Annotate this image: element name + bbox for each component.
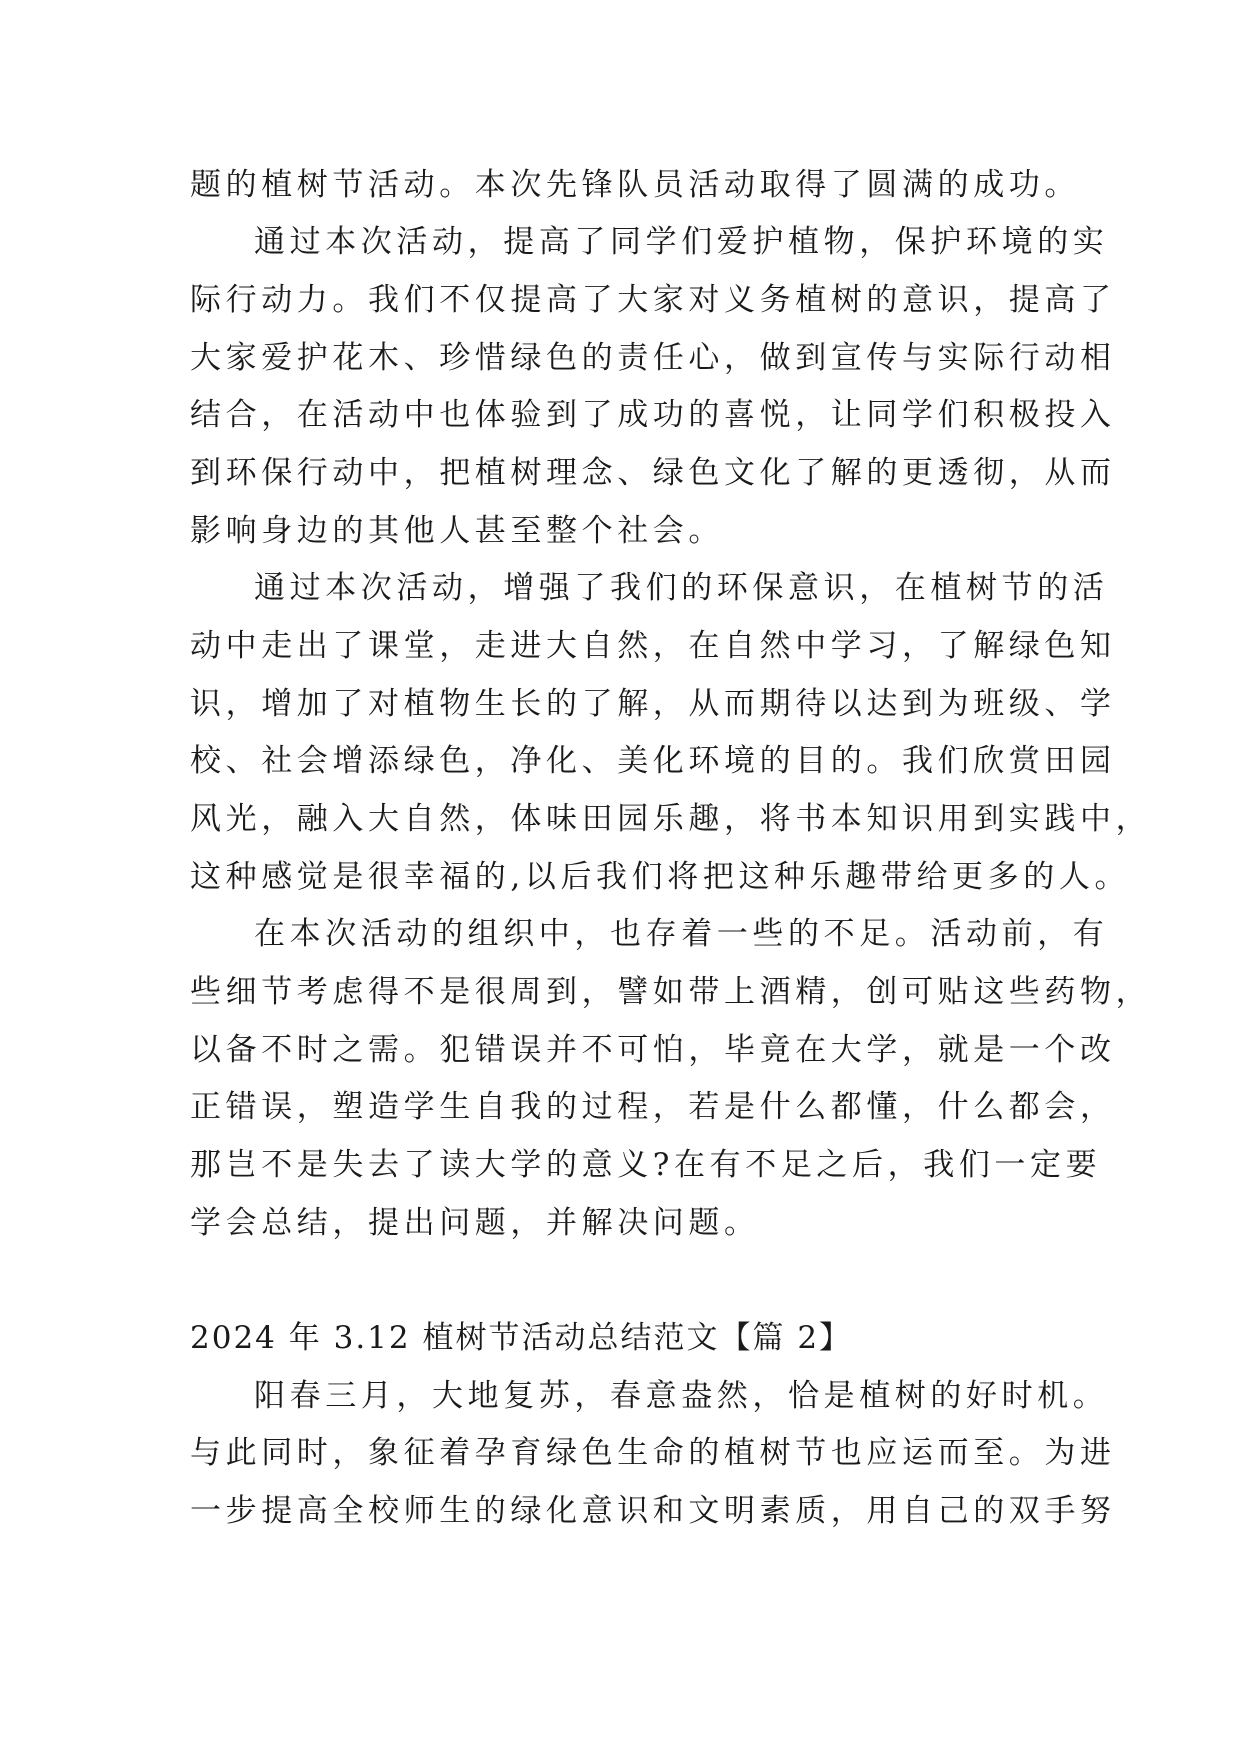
text-line: 在本次活动的组织中，也存着一些的不足。活动前，有 (254, 916, 1109, 952)
text-line: 际行动力。我们不仅提高了大家对义务植树的意识，提高了 (190, 282, 1116, 318)
text-line: 题的植树节活动。本次先锋队员活动取得了圆满的成功。 (190, 167, 1080, 203)
text-line: 正错误，塑造学生自我的过程，若是什么都懂，什么都会， (190, 1089, 1116, 1125)
text-line: 学会总结，提出问题，并解决问题。 (190, 1205, 760, 1241)
text-line: 那岂不是失去了读大学的意义?在有不足之后，我们一定要 (190, 1147, 1102, 1183)
text-line: 影响身边的其他人甚至整个社会。 (190, 513, 724, 549)
text-line: 这种感觉是很幸福的,以后我们将把这种乐趣带给更多的人。 (190, 859, 1131, 895)
text-line: 风光，融入大自然，体味田园乐趣，将书本知识用到实践中， (190, 801, 1152, 837)
text-line: 动中走出了课堂，走进大自然，在自然中学习，了解绿色知 (190, 628, 1116, 664)
text-line: 通过本次活动，增强了我们的环保意识，在植树节的活 (254, 570, 1109, 606)
text-line: 阳春三月，大地复苏，春意盎然，恰是植树的好时机。 (254, 1378, 1109, 1414)
text-line: 些细节考虑得不是很周到，譬如带上酒精，创可贴这些药物， (190, 974, 1152, 1010)
section-heading: 2024 年 3.12 植树节活动总结范文【篇 2】 (190, 1320, 853, 1356)
text-line: 与此同时，象征着孕育绿色生命的植树节也应运而至。为进 (190, 1435, 1116, 1471)
text-line: 到环保行动中，把植树理念、绿色文化了解的更透彻，从而 (190, 455, 1116, 491)
text-line: 识，增加了对植物生长的了解，从而期待以达到为班级、学 (190, 686, 1116, 722)
text-line: 结合，在活动中也体验到了成功的喜悦，让同学们积极投入 (190, 397, 1116, 433)
text-line: 大家爱护花木、珍惜绿色的责任心，做到宣传与实际行动相 (190, 340, 1116, 376)
text-line: 校、社会增添绿色，净化、美化环境的目的。我们欣赏田园 (190, 743, 1116, 779)
text-line: 一步提高全校师生的绿化意识和文明素质，用自己的双手努 (190, 1493, 1116, 1529)
text-line: 通过本次活动，提高了同学们爱护植物，保护环境的实 (254, 224, 1109, 260)
text-line: 以备不时之需。犯错误并不可怕，毕竟在大学，就是一个改 (190, 1032, 1116, 1068)
